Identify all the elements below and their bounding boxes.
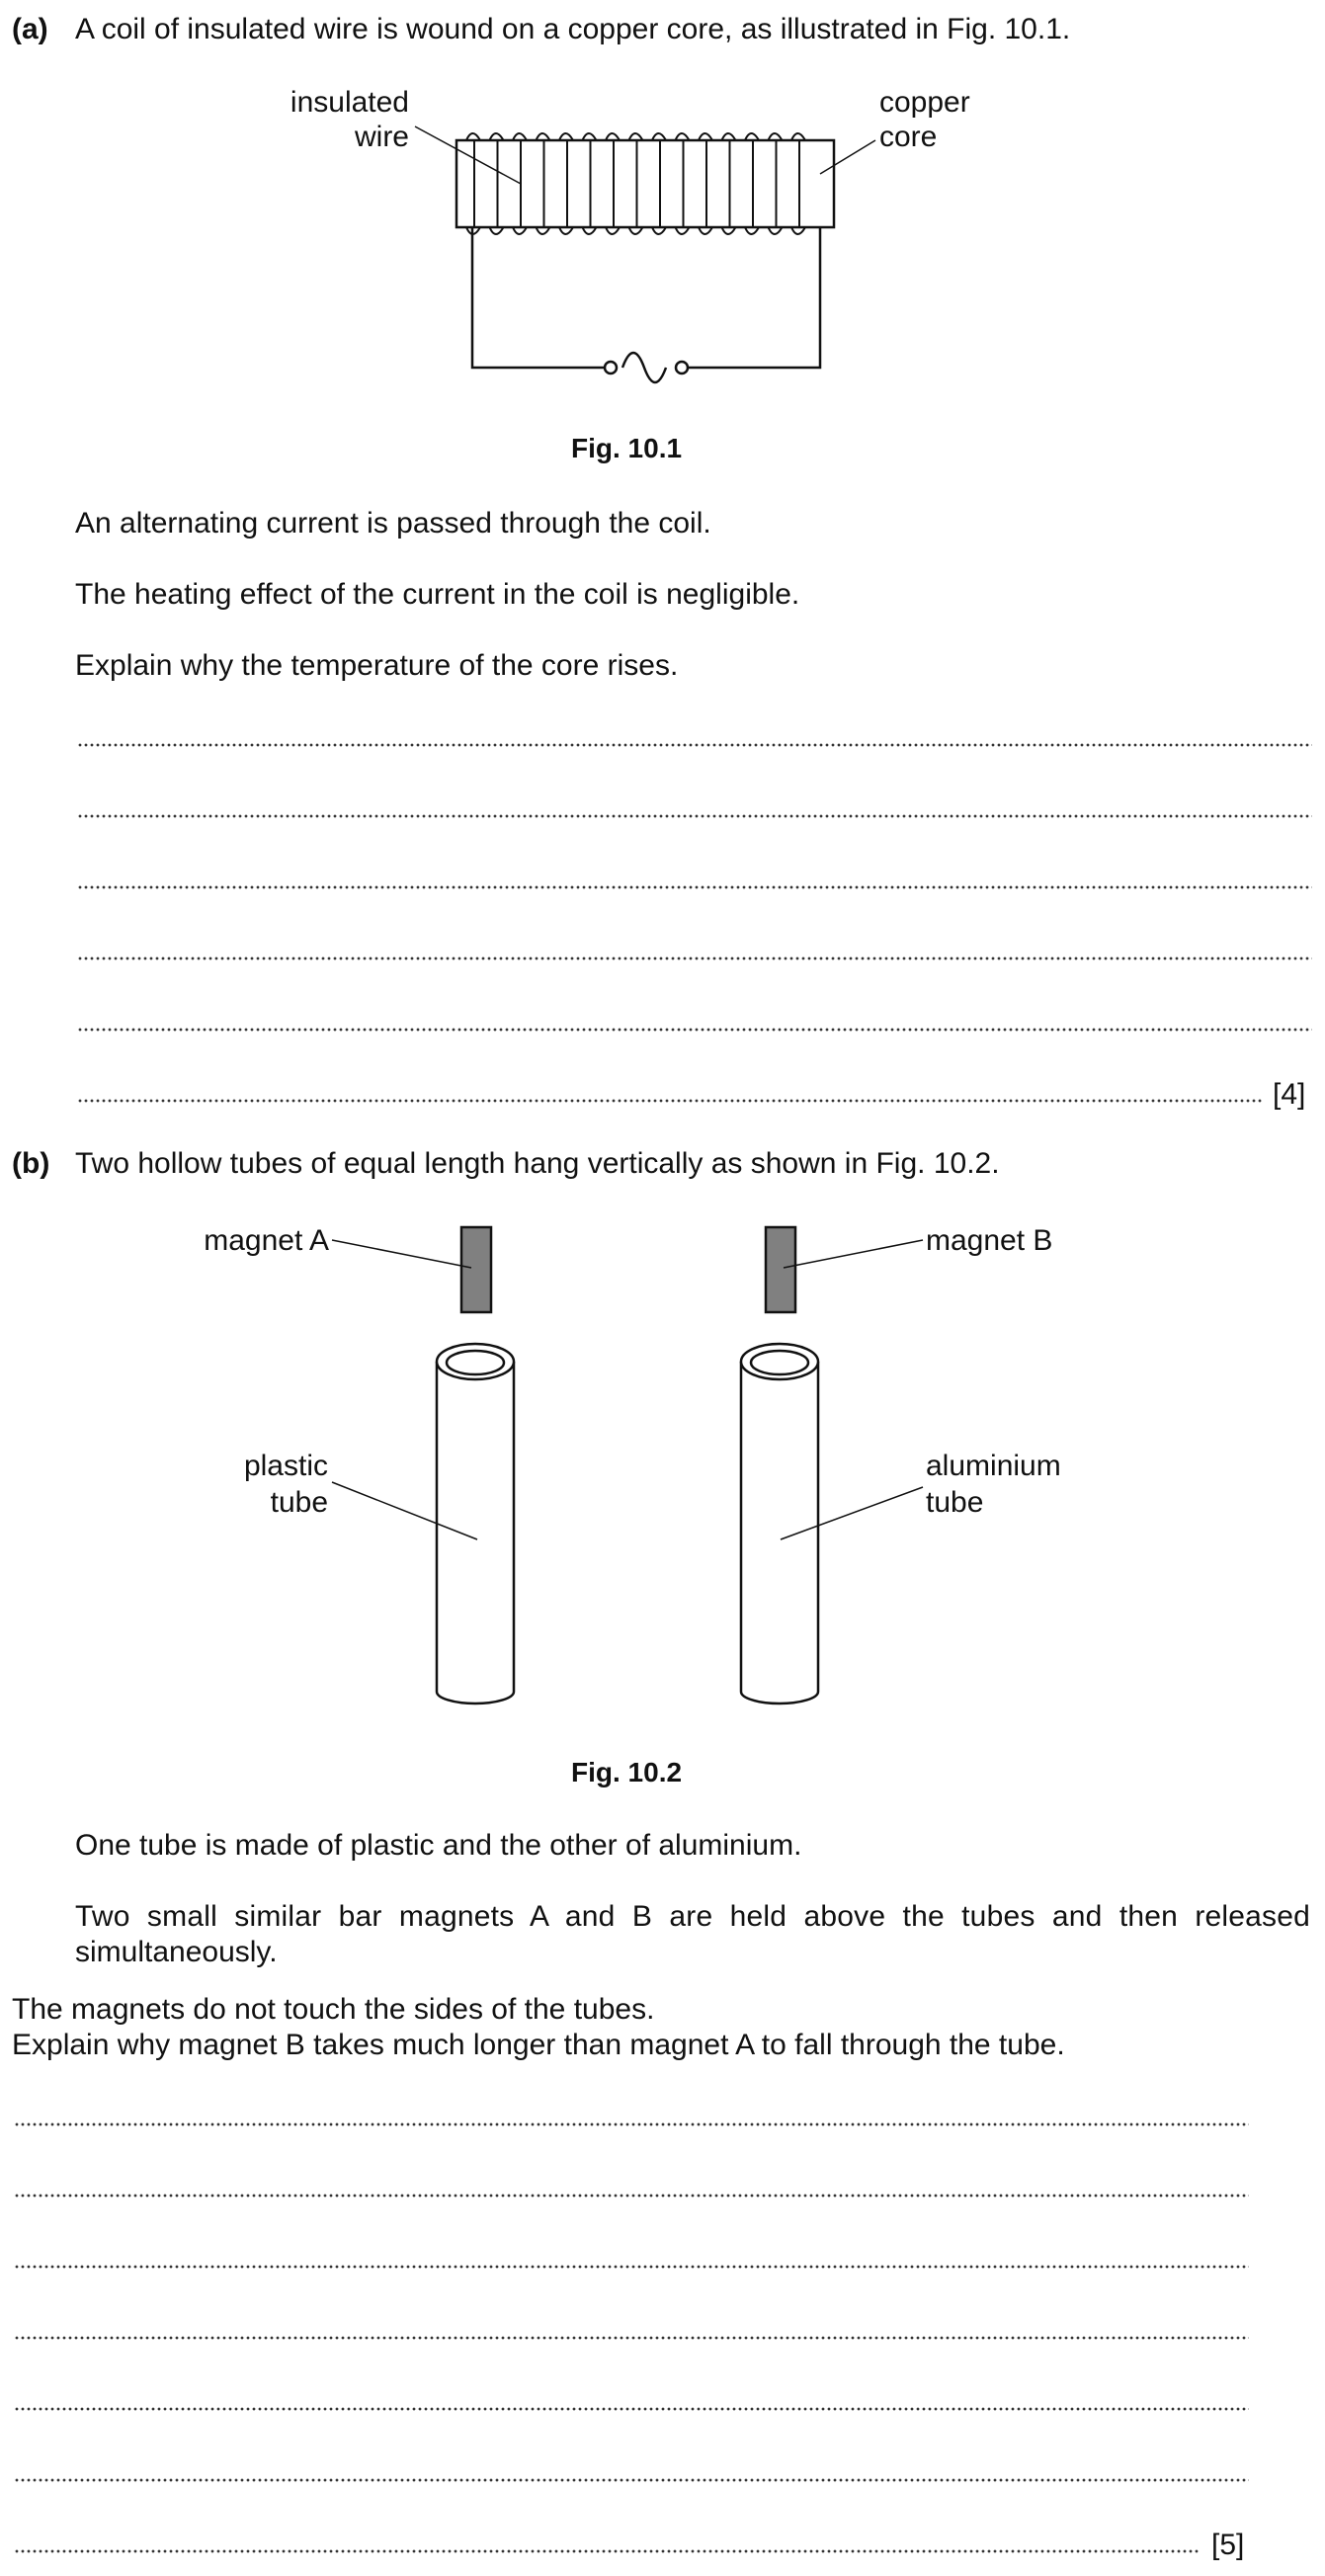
part-a-question: Explain why the temperature of the core rises. — [75, 649, 679, 682]
winding-bottom-loop — [513, 227, 527, 234]
winding-top-loop — [629, 133, 643, 140]
answer-line-b-2[interactable] — [14, 2194, 1249, 2198]
winding-bottom-loop — [537, 227, 550, 234]
answer-line-b-5[interactable] — [14, 2407, 1249, 2411]
label-aluminium-tube: tube — [926, 1486, 984, 1519]
answer-line-a-3[interactable] — [77, 885, 1312, 889]
ac-terminal-left — [605, 362, 617, 374]
winding-bottom-loop — [791, 227, 805, 234]
winding-bottom-loop — [745, 227, 759, 234]
coil-drawing — [415, 126, 875, 382]
winding-top-loop — [537, 133, 550, 140]
winding-top-loop — [791, 133, 805, 140]
aluminium-tube — [741, 1344, 818, 1703]
winding-bottom-loop — [629, 227, 643, 234]
answer-line-a-6[interactable] — [77, 1099, 1263, 1103]
answer-line-a-4[interactable] — [77, 956, 1312, 960]
ac-terminal-right — [676, 362, 688, 374]
answer-line-a-5[interactable] — [77, 1028, 1312, 1032]
answer-line-a-1[interactable] — [77, 743, 1312, 747]
winding-bottom-loop — [769, 227, 783, 234]
part-b-label: (b) — [12, 1147, 50, 1180]
label-core: core — [879, 121, 938, 153]
answer-line-a-2[interactable] — [77, 814, 1312, 818]
winding-top-loop — [652, 133, 666, 140]
winding-bottom-loop — [652, 227, 666, 234]
winding-top-loop — [745, 133, 759, 140]
part-a-line-1: An alternating current is passed through the coil. — [75, 507, 711, 540]
circuit-wire-right — [688, 227, 820, 368]
winding-top-loop — [606, 133, 620, 140]
winding-bottom-loop — [466, 227, 480, 234]
part-b-stem: Two hollow tubes of equal length hang vertically as shown in Fig. 10.2. — [75, 1147, 1000, 1180]
winding-bottom-loop — [699, 227, 712, 234]
winding-bottom-loop — [583, 227, 597, 234]
part-b-question: Explain why magnet B takes much longer than magnet A to fall through the tube. — [12, 2029, 1065, 2061]
part-b-line-3: The magnets do not touch the sides of the tubes. — [12, 1993, 655, 2026]
winding-bottom-loop — [606, 227, 620, 234]
label-aluminium: aluminium — [926, 1450, 1061, 1482]
leader-core — [820, 140, 875, 174]
ac-supply-symbol — [622, 353, 666, 382]
label-insulated: insulated — [290, 86, 409, 119]
winding-top-loop — [490, 133, 504, 140]
answer-line-b-3[interactable] — [14, 2265, 1249, 2269]
figure-10-1-caption: Fig. 10.1 — [571, 433, 683, 463]
winding-top-loop — [676, 133, 690, 140]
winding-top-loop — [769, 133, 783, 140]
marks-a: [4] — [1273, 1078, 1306, 1111]
winding-top-loop — [699, 133, 712, 140]
winding-top-loop — [722, 133, 736, 140]
circuit-wire-left — [472, 227, 605, 368]
part-a-line-2: The heating effect of the current in the coil is negligible. — [75, 578, 800, 611]
answer-line-b-1[interactable] — [14, 2122, 1249, 2126]
part-b-line-1: One tube is made of plastic and the other of aluminium. — [75, 1829, 802, 1862]
label-plastic-tube: tube — [270, 1486, 328, 1519]
label-plastic: plastic — [243, 1450, 328, 1482]
part-b-line-2b: simultaneously. — [75, 1936, 278, 1968]
answer-line-b-6[interactable] — [14, 2478, 1249, 2482]
winding-bottom-loop — [676, 227, 690, 234]
winding-bottom-loop — [722, 227, 736, 234]
winding-top-loop — [559, 133, 573, 140]
copper-core-rect — [456, 140, 834, 227]
plastic-tube — [437, 1344, 514, 1703]
marks-b: [5] — [1211, 2529, 1245, 2561]
label-wire: wire — [354, 121, 409, 153]
answer-line-b-4[interactable] — [14, 2336, 1249, 2340]
magnet-b — [766, 1227, 795, 1312]
winding-top-loop — [466, 133, 480, 140]
magnet-a — [461, 1227, 491, 1312]
leader-wire — [415, 126, 521, 184]
winding-bottom-loop — [559, 227, 573, 234]
label-copper: copper — [879, 86, 970, 119]
part-a-stem: A coil of insulated wire is wound on a copper core, as illustrated in Fig. 10.1. — [75, 13, 1071, 45]
figure-10-2-diagram — [332, 1227, 923, 1703]
part-b-line-2a: Two small similar bar magnets A and B are held above the tubes and then released — [75, 1900, 1310, 1933]
winding-top-loop — [513, 133, 527, 140]
label-magnet-a: magnet A — [204, 1224, 329, 1257]
answer-line-b-7[interactable] — [14, 2549, 1200, 2553]
label-magnet-b: magnet B — [926, 1224, 1053, 1257]
winding-bottom-loop — [490, 227, 504, 234]
part-a-label: (a) — [12, 13, 48, 45]
winding-top-loop — [583, 133, 597, 140]
figure-10-2-caption: Fig. 10.2 — [571, 1757, 683, 1787]
